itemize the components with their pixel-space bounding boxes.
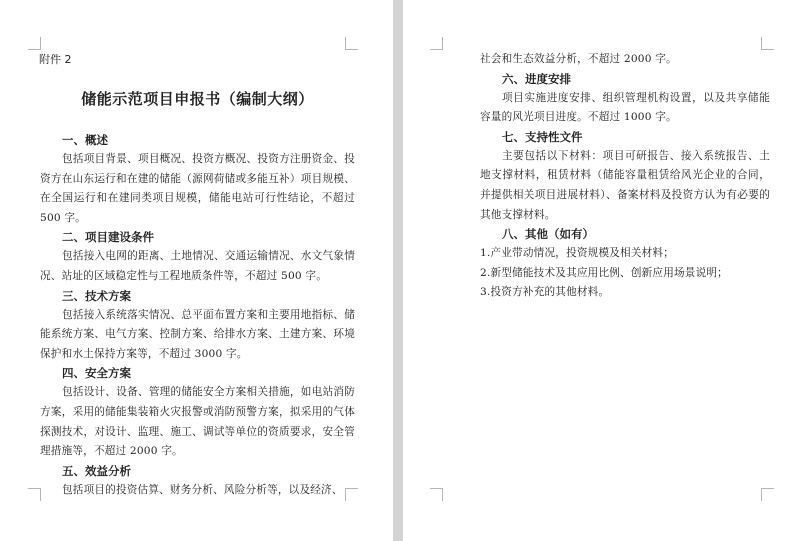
section-body: 包括接入电网的距离、土地情况、交通运输情况、水文气象情况、站址的区域稳定性与工程地质条件等，不超过 500 字。: [40, 250, 355, 282]
document-title: 储能示范项目申报书（编制大纲）: [81, 90, 314, 108]
section-body: 包括项目的投资估算、财务分析、风险分析等，以及经济、: [62, 483, 343, 496]
page-corner-mark: [761, 37, 774, 50]
right-page-text[interactable]: [480, 50, 770, 303]
page-corner-mark: [28, 37, 41, 50]
section-heading: 六、进度安排: [502, 71, 571, 86]
list-item: 2.新型储能技术及其应用比例、创新应用场景说明；: [480, 266, 728, 279]
section-heading: 八、其他（如有）: [502, 227, 594, 242]
section-body: 项目实施进度安排、组织管理机构设置，以及共享储能容量的风光项目进度。不超过 1000 字。: [480, 91, 770, 124]
section-body: 包括项目背景、项目概况、投资方概况、投资方注册资金、投资方在山东运行和在建的储能（源网荷储或多能互补）项目规模、在全国运行和在建同类项目规模，储能电站可行性结论，不超过 500 字。: [40, 153, 355, 224]
page-corner-mark: [761, 488, 774, 501]
section-body: 包括接入系统落实情况、总平面布置方案和主要用地指标、储能系统方案、电气方案、控制方案、给排水方案、土建方案、环境保护和水土保持方案等，不超过 3000 字。: [40, 308, 355, 360]
section-body: 包括设计、设备、管理的储能安全方案相关措施，如电站消防方案，采用的储能集装箱火灾报警或消防预警方案，拟采用的气体探测技术，对设计、监理、施工、调试等单位的资质要求，安全管理措施等，不超过 2000 字。: [40, 386, 355, 458]
section-heading: 四、安全方案: [62, 366, 131, 381]
section-heading: 一、概述: [62, 133, 108, 147]
page-corner-mark: [430, 37, 443, 50]
attachment-label: 附件 2: [39, 53, 72, 66]
left-page-text[interactable]: [40, 52, 355, 500]
list-item: 1.产业带动情况，投资规模及相关材料；: [480, 247, 674, 260]
section-heading: 五、效益分析: [62, 463, 131, 478]
page-corner-mark: [430, 488, 443, 501]
section-heading: 二、项目建设条件: [62, 230, 154, 245]
section-heading: 三、技术方案: [62, 288, 131, 303]
page-corner-mark: [345, 37, 358, 50]
continued-text: 社会和生态效益分析，不超过 2000 字。: [480, 53, 677, 65]
section-body: 主要包括以下材料：项目可研报告、接入系统报告、土地支撑材料，租赁材料（储能容量租赁给风光企业的合同，并提供相关项目进展材料）、备案材料及投资方认为有必要的其他支撑材料。: [480, 149, 770, 221]
section-heading: 七、支持性文件: [502, 129, 583, 144]
page-gap: [393, 0, 403, 541]
list-item: 3.投资方补充的其他材料。: [480, 286, 610, 299]
